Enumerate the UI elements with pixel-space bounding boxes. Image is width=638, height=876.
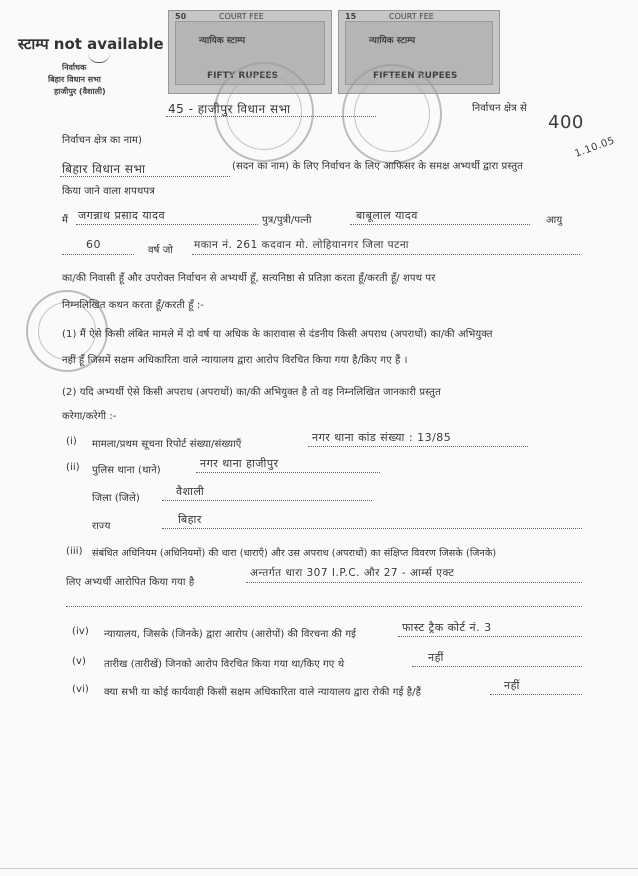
age-print: आयु (546, 215, 563, 226)
address-print: वर्ष जो (148, 245, 173, 256)
item5-num: (v) (72, 656, 87, 667)
item2-num: (ii) (66, 462, 80, 473)
stamp-value-right: 15 (345, 12, 357, 21)
stamp-court-fee-left: COURT FEE (219, 12, 264, 21)
item5-value: नहीं (428, 651, 444, 664)
constituency-handwritten: 45 - हाजीपुर विधान सभा (168, 102, 291, 116)
item4-label: न्यायालय, जिसके (जिनके) द्वारा आरोप (आरोपों) की विरचना की गई (104, 629, 357, 640)
resident-print: का/की निवासी हूँ और उपरोक्त निर्वाचन से अभ्यर्थी हूँ, सत्यनिष्ठा से प्रतिज्ञा करता हूँ/करती हूँ/ शपथ पर (62, 273, 436, 284)
stamp-label-left: FIFTY RUPEES (207, 71, 279, 81)
candidate-prefix: मैं (62, 215, 69, 226)
item6-label: क्या सभी या कोई कार्यवाही किसी सक्षम अधिकारिता वाले न्यायालय द्वारा रोकी गई है/हैं (104, 687, 422, 698)
clause1-b: नहीं हूँ जिसमें सक्षम अधिकारिता वाले न्यायालय द्वारा आरोप विरचित किया गया है/किए गए हैं । (62, 355, 408, 366)
item4-value: फास्ट ट्रैक कोर्ट नं. 3 (402, 621, 492, 634)
item2-label: पुलिस थाना (थाने) (92, 465, 161, 476)
item3-value: अन्तर्गत धारा 307 I.P.C. और 27 - आर्म्स एक्ट (250, 567, 455, 579)
affidavit-print: किया जाने वाला शपथपत्र (62, 186, 155, 197)
constituency-name-label: निर्वाचन क्षेत्र का नाम) (62, 135, 143, 146)
house-print: (सदन का नाम) के लिए निर्वाचन के लिए आफिसर के समक्ष अभ्यर्थी द्वारा प्रस्तुत (232, 161, 523, 172)
item6-num: (vi) (72, 684, 89, 695)
item6-value: नहीं (504, 679, 520, 692)
stamp-not-available-note: स्टाम्प not available (18, 35, 164, 53)
stamp-hindi-left: न्यायिक स्टाम्प (199, 36, 246, 46)
office-seal-line2: बिहार विधान सभा (48, 75, 101, 84)
item1-num: (i) (66, 436, 77, 447)
margin-note-value: 400 (548, 112, 584, 133)
state-value: बिहार (178, 513, 202, 526)
age-value: 60 (86, 238, 101, 251)
page-bottom-edge (0, 868, 638, 869)
father-name: बाबूलाल यादव (356, 209, 418, 222)
item3-num: (iii) (66, 546, 83, 557)
district-label: जिला (जिले) (92, 493, 140, 504)
stamp-label-right: FIFTEEN RUPEES (373, 71, 458, 81)
constituency-suffix: निर्वाचन क्षेत्र से (472, 103, 527, 114)
relation-print: पुत्र/पुत्री/पत्नी (262, 215, 312, 226)
state-label: राज्य (92, 521, 111, 532)
stamp-hindi-right: न्यायिक स्टाम्प (369, 36, 416, 46)
item4-num: (iv) (72, 626, 89, 637)
office-seal-line1: निर्वाचक (62, 63, 87, 72)
declare-print: निम्नलिखित कथन करता हूँ/करती हूँ :- (62, 300, 204, 311)
round-seal-right (342, 64, 442, 164)
address-value: मकान नं. 261 कदवान मो. लोहियानगर जिला पटना (194, 239, 409, 251)
margin-note-date: 1.10.05 (573, 135, 617, 160)
item3-label-b: लिए अभ्यर्थी आरोपित किया गया है (66, 577, 195, 588)
item3-label-a: संबंधित अधिनियम (अधिनियमों) की धारा (धाराएँ) और उस अपराध (अपराधों) का संक्षिप्त विवरण जिसके (जिनके) (92, 548, 497, 559)
clause1-a: (1) मैं ऐसे किसी लंबित मामले में दो वर्ष या अधिक के कारावास से दंडनीय किसी अपराध (अपराधों) का/की अभियुक्त (62, 329, 493, 340)
item5-label: तारीख (तारीखें) जिनको आरोप विरचित किया गया था/किए गए थे (104, 659, 345, 670)
stamp-court-fee-right: COURT FEE (389, 12, 434, 21)
item1-value: नगर थाना कांड संख्या : 13/85 (312, 431, 452, 444)
stamp-value-left: 50 (175, 12, 187, 21)
district-value: वैशाली (176, 485, 205, 498)
candidate-name: जगन्नाथ प्रसाद यादव (78, 209, 166, 222)
clause2-a: (2) यदि अभ्यर्थी ऐसे किसी अपराध (अपराधों) का/की अभियुक्त है तो वह निम्नलिखित जानकारी प्रस्तुत (62, 387, 441, 398)
house-handwritten: बिहार विधान सभा (62, 162, 146, 176)
office-seal-line3: हाजीपुर (वैशाली) (54, 87, 106, 96)
item1-label: मामला/प्रथम सूचना रिपोर्ट संख्या/संख्याएँ (92, 439, 242, 450)
signature-scribble (88, 50, 110, 63)
item2-value: नगर थाना हाजीपुर (200, 457, 279, 470)
clause2-b: करेगा/करेगी :- (62, 411, 117, 422)
